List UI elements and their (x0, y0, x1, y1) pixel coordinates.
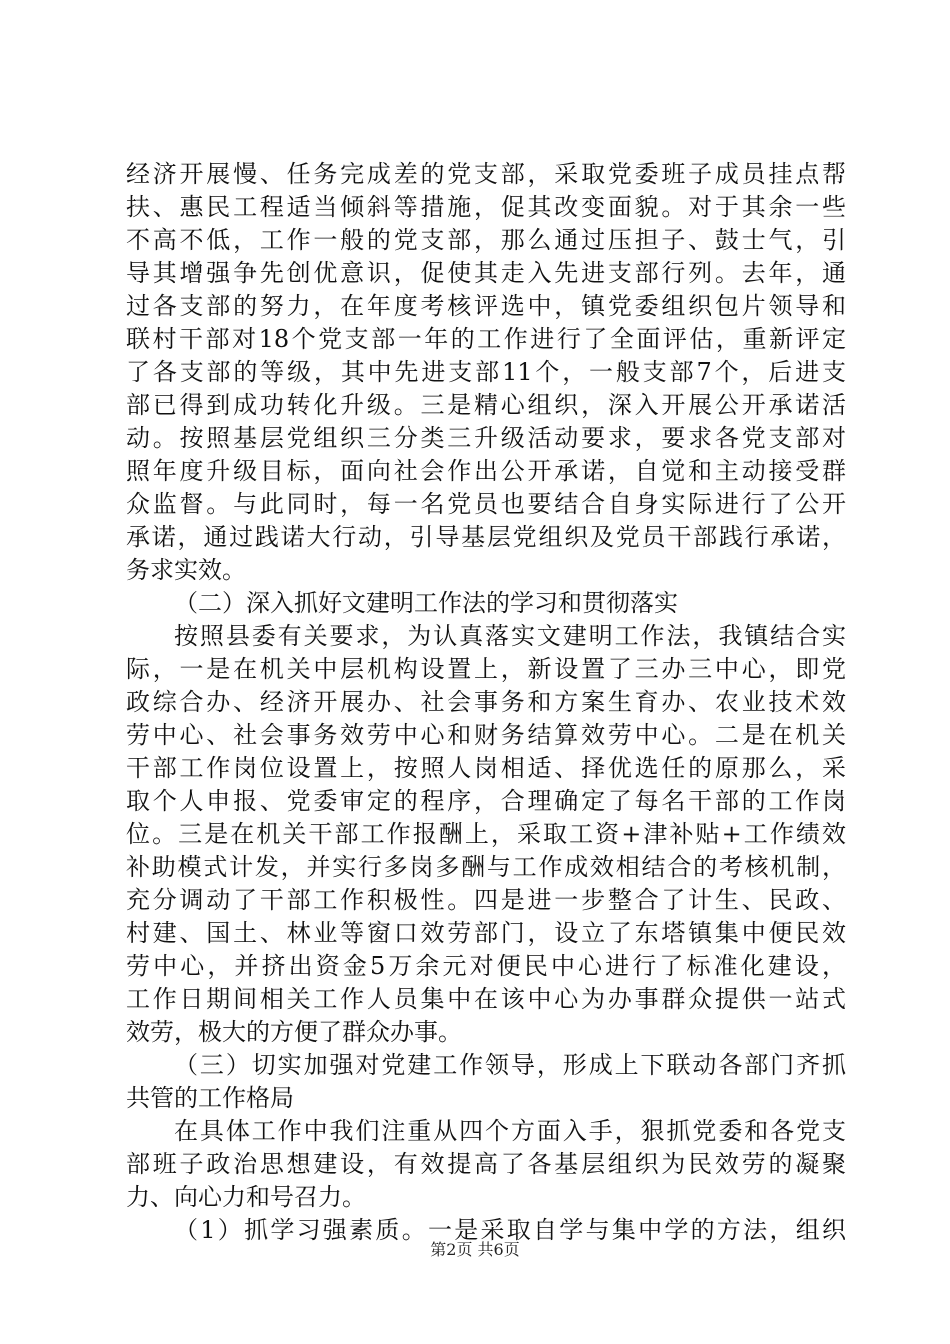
document-body (126, 158, 846, 1247)
text-line: 劳中心、社会事务效劳中心和财务结算效劳中心。二是在机关 (126, 721, 846, 749)
text-line: 众监督。与此同时，每一名党员也要结合自身实际进行了公开 (126, 490, 846, 518)
text-line: 不高不低，工作一般的党支部，那么通过压担子、鼓士气，引 (126, 226, 846, 254)
text-line: 际，一是在机关中层机构设置上，新设置了三办三中心，即党 (126, 655, 846, 683)
text-line: 过各支部的努力，在年度考核评选中，镇党委组织包片领导和 (126, 292, 846, 320)
text-line: 联村干部对18个党支部一年的工作进行了全面评估，重新评定 (126, 325, 846, 353)
page-number-footer: 第2页 共6页 (430, 1240, 520, 1259)
text-line: 补助模式计发，并实行多岗多酬与工作成效相结合的考核机制， (126, 853, 846, 881)
text-line: 干部工作岗位设置上，按照人岗相适、择优选任的原那么，采 (126, 754, 846, 782)
text-line: 劳中心，并挤出资金5万余元对便民中心进行了标准化建设， (126, 952, 846, 980)
section-heading: （二）深入抓好文建明工作法的学习和贯彻落实 (174, 589, 678, 617)
text-line: 务求实效。 (126, 556, 246, 584)
text-line: 部班子政治思想建设，有效提高了各基层组织为民效劳的凝聚 (126, 1150, 846, 1178)
text-line: （1）抓学习强素质。一是采取自学与集中学的方法，组织 (174, 1216, 846, 1244)
text-line: 经济开展慢、任务完成差的党支部，采取党委班子成员挂点帮 (126, 160, 846, 188)
text-line: 在具体工作中我们注重从四个方面入手，狠抓党委和各党支 (174, 1117, 846, 1145)
text-line: 承诺，通过践诺大行动，引导基层党组织及党员干部践行承诺， (126, 523, 846, 551)
text-line: 部已得到成功转化升级。三是精心组织，深入开展公开承诺活 (126, 391, 846, 419)
text-line: 照年度升级目标，面向社会作出公开承诺，自觉和主动接受群 (126, 457, 846, 485)
text-line: 力、向心力和号召力。 (126, 1183, 366, 1211)
text-line: 充分调动了干部工作积极性。四是进一步整合了计生、民政、 (126, 886, 846, 914)
text-line: 村建、国土、林业等窗口效劳部门，设立了东塔镇集中便民效 (126, 919, 846, 947)
text-line: 按照县委有关要求，为认真落实文建明工作法，我镇结合实 (174, 622, 846, 650)
text-line: 位。三是在机关干部工作报酬上，采取工资+津补贴+工作绩效 (126, 820, 846, 848)
text-line: 动。按照基层党组织三分类三升级活动要求，要求各党支部对 (126, 424, 846, 452)
text-line: 了各支部的等级，其中先进支部11个，一般支部7个，后进支 (126, 358, 846, 386)
text-line: 取个人申报、党委审定的程序，合理确定了每名干部的工作岗 (126, 787, 846, 815)
text-line: 导其增强争先创优意识，促使其走入先进支部行列。去年，通 (126, 259, 846, 287)
text-line: 效劳，极大的方便了群众办事。 (126, 1018, 462, 1046)
text-line: 政综合办、经济开展办、社会事务和方案生育办、农业技术效 (126, 688, 846, 716)
section-heading: （三）切实加强对党建工作领导，形成上下联动各部门齐抓 (174, 1051, 846, 1079)
text-line: 扶、惠民工程适当倾斜等措施，促其改变面貌。对于其余一些 (126, 193, 846, 221)
text-line: 工作日期间相关工作人员集中在该中心为办事群众提供一站式 (126, 985, 846, 1013)
section-heading-continued: 共管的工作格局 (126, 1084, 294, 1112)
